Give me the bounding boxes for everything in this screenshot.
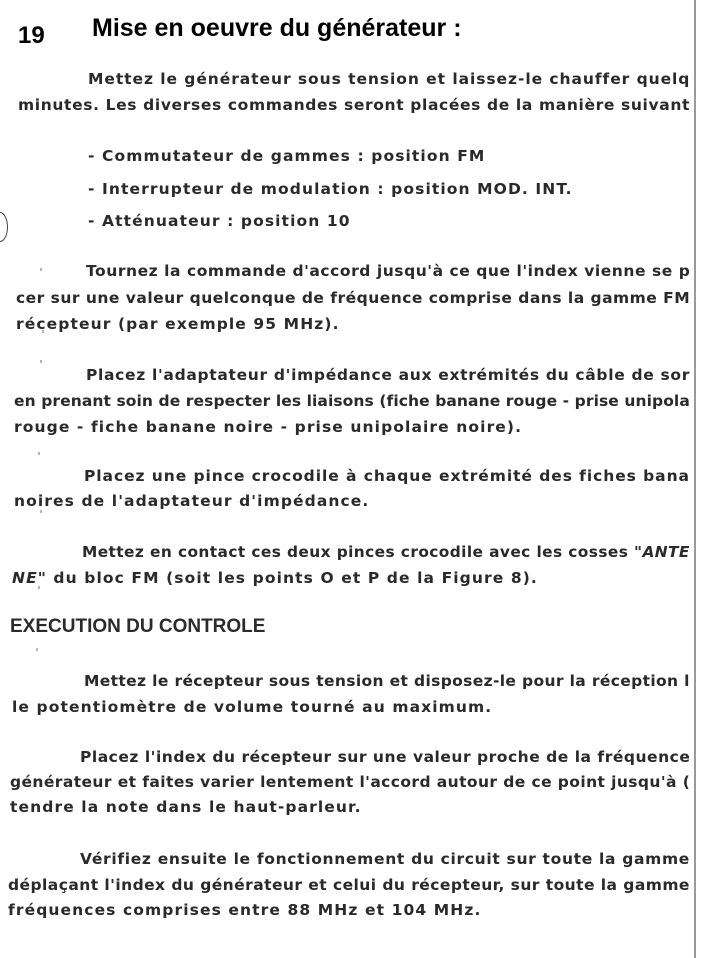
scan-edge-rule	[694, 0, 696, 958]
verify-line-3: fréquences comprises entre 88 MHz et 104 MHz.	[8, 901, 482, 919]
contact-line-1	[82, 543, 690, 561]
tune-line-3: récepteur (par exemple 95 MHz).	[16, 315, 340, 333]
contact-line-2-text: du bloc FM (soit les points O et P de la Figure 8).	[46, 569, 538, 587]
setting-item: - Atténuateur : position 10	[88, 212, 351, 230]
page-title: Mise en oeuvre du générateur :	[92, 14, 462, 42]
adapter-line-3: rouge - fiche banane noire - prise unipolaire noire).	[14, 418, 523, 436]
index-line-2: générateur et faites varier lentement l'accord autour de ce point jusqu'à (	[10, 773, 691, 791]
setting-item: - Commutateur de gammes : position FM	[88, 147, 486, 165]
index-line-1: Placez l'index du récepteur sur une valeur proche de la fréquence	[80, 748, 691, 766]
antenne-quote-end: NE"	[12, 569, 47, 587]
scan-speck	[40, 268, 42, 271]
contact-line-1-text: Mettez en contact ces deux pinces crocodile avec les cosses	[82, 543, 635, 561]
intro-line-1: Mettez le générateur sous tension et laissez-le chauffer quelq	[88, 70, 691, 88]
page-number: 19	[18, 22, 45, 49]
contact-line-2	[12, 569, 538, 587]
scan-speck	[36, 648, 38, 651]
verify-line-1: Vérifiez ensuite le fonctionnement du circuit sur toute la gamme	[80, 850, 690, 868]
clips-line-2: noires de l'adaptateur d'impédance.	[14, 492, 370, 510]
antenne-quote-start: "ANTE	[634, 543, 690, 561]
binding-hole-mark	[0, 212, 8, 242]
power-line-2: le potentiomètre de volume tourné au maximum.	[12, 698, 493, 716]
tune-line-1: Tournez la commande d'accord jusqu'à ce que l'index vienne se p	[86, 262, 691, 280]
clips-line-1: Placez une pince crocodile à chaque extrémité des fiches bana	[84, 467, 690, 485]
scan-speck	[40, 360, 42, 363]
tune-line-2: cer sur une valeur quelconque de fréquence comprise dans la gamme FM	[16, 289, 691, 307]
intro-line-2: minutes. Les diverses commandes seront placées de la manière suivant	[18, 96, 691, 114]
verify-line-2: déplaçant l'index du générateur et celui du récepteur, sur toute la gamme	[8, 876, 690, 894]
power-line-1: Mettez le récepteur sous tension et disposez-le pour la réception l	[84, 672, 690, 690]
scan-speck	[38, 452, 40, 455]
adapter-line-1: Placez l'adaptateur d'impédance aux extrémités du câble de sor	[86, 366, 691, 384]
scan-speck	[40, 510, 42, 513]
setting-item: - Interrupteur de modulation : position MOD. INT.	[88, 180, 573, 198]
section-heading: EXECUTION DU CONTROLE	[10, 616, 266, 637]
adapter-line-2: en prenant soin de respecter les liaisons (fiche banane rouge - prise unipola	[14, 392, 690, 410]
index-line-3: tendre la note dans le haut-parleur.	[10, 798, 362, 816]
